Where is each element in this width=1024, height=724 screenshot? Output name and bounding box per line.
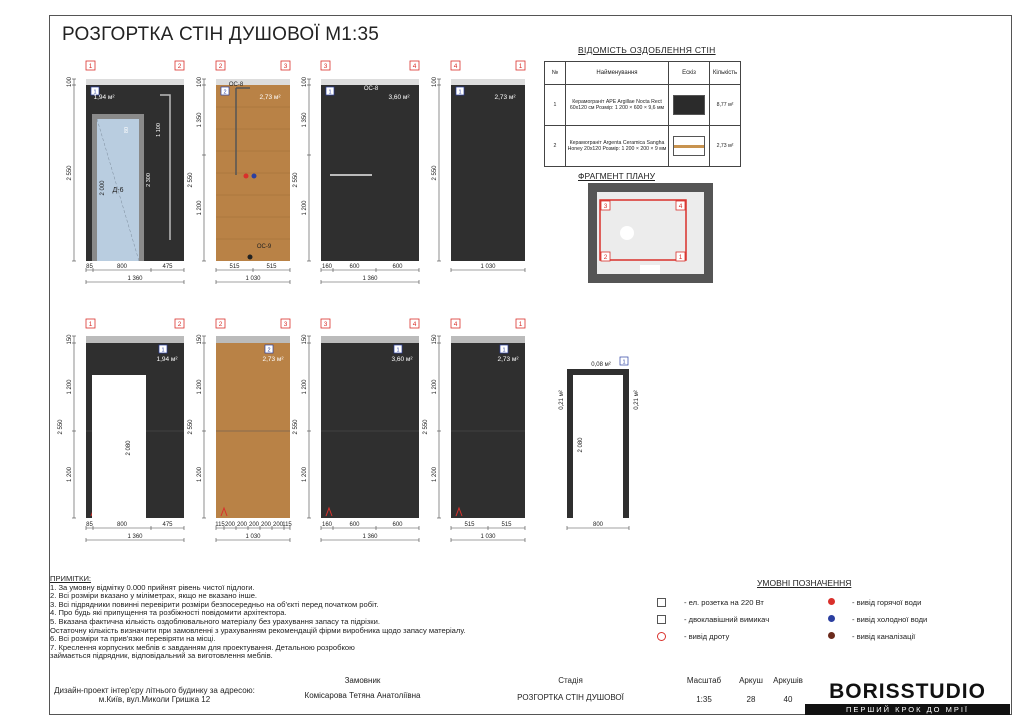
wall-marker-number: 2: [218, 63, 223, 70]
tile-tag-number: 1: [396, 347, 400, 354]
sheet-label: Аркуш: [739, 676, 763, 685]
dimension-label: 1 200: [432, 466, 438, 483]
dimension-label: 115: [215, 522, 225, 528]
ceiling-strip: [86, 336, 184, 343]
dimension-label: 150: [197, 334, 203, 345]
dimension-label: 800: [116, 522, 128, 528]
wall-surface: [216, 343, 290, 518]
wall-marker-number: 3: [283, 321, 288, 328]
finish-qty: 2,73 м²: [710, 126, 741, 167]
cold-water-outlet: [252, 174, 257, 179]
wall-marker-number: 4: [412, 321, 417, 328]
dimension-label: 1 200: [302, 466, 308, 483]
legend-sewer: - вивід каналізації: [852, 632, 916, 641]
wall-marker-number: 3: [283, 63, 288, 70]
ceiling-strip: [86, 79, 184, 85]
note-line: 6. Всі розміри та прив'язки перевіряти на місці.: [50, 634, 216, 644]
dimension-label: 2 550: [188, 172, 194, 188]
dimension-label: 800: [116, 264, 128, 270]
wall-marker-number: 4: [453, 321, 458, 328]
dimension-label: 200: [260, 522, 272, 528]
ceiling-strip: [451, 336, 525, 343]
scale-value: 1:35: [696, 695, 712, 704]
socket-icon: [657, 598, 666, 607]
dimension-label: 200: [272, 522, 284, 528]
dimension-label: 1 360: [127, 534, 143, 540]
note-line: 7. Креслення корпусних меблів є завданням для проектування. Детальною розробкою: [50, 642, 355, 652]
sheet-value: 28: [746, 695, 756, 704]
legend-switch: - двоклавішний вимикач: [684, 615, 770, 624]
dimension-label: 1 200: [197, 466, 203, 483]
dimension-label: 2 080: [126, 440, 132, 456]
dimension-label: 115: [282, 522, 292, 528]
finishes-table: [544, 61, 741, 167]
tile-tag-number: 1: [458, 89, 462, 96]
area-label: 0,21 м²: [634, 390, 640, 410]
wall-marker-number: 1: [88, 321, 93, 328]
plan-fragment-title: ФРАГМЕНТ ПЛАНУ: [578, 171, 655, 181]
dimension-label: 2 000: [100, 180, 106, 196]
wall-marker-number: 3: [323, 63, 328, 70]
customer-label: Замовник: [344, 676, 381, 685]
dimension-label: 1 030: [245, 276, 261, 282]
page-title: РОЗГОРТКА СТІН ДУШОВОЇ М1:35: [62, 24, 380, 45]
dimension-label: 200: [236, 522, 248, 528]
note-line: займається підрядник, відповідальний за виготовлення меблів.: [50, 651, 273, 661]
dimension-label: 475: [162, 522, 173, 528]
dimension-label: 515: [464, 522, 475, 528]
finish-sketch: [669, 126, 710, 167]
finish-name: Керамограніт Argenta Ceramica Sangha Honey 20x120 Розмір: 1 200 × 200 × 9 мм: [566, 126, 669, 167]
dimension-label: 1 200: [197, 379, 203, 395]
area-label: 1,94 м²: [93, 94, 115, 101]
tile-tag-number: 2: [267, 347, 271, 354]
note-line: Остаточну кількість визначити при замовленні з урахуванням рекомендацій фірми виробника щодо запасу матеріалу.: [50, 625, 466, 635]
stage-value: РОЗГОРТКА СТІН ДУШОВОЇ: [517, 693, 624, 702]
col-sketch: Ескіз: [669, 62, 710, 85]
stage-label: Стадія: [558, 676, 583, 685]
dimension-label: 100: [432, 76, 438, 88]
project-name: Дизайн-проект інтер'єру літнього будинку за адресою: м.Київ, вул.Миколи Гришка 12: [54, 686, 255, 704]
dimension-label: 100: [197, 76, 203, 88]
tile-tag-number: 1: [93, 89, 97, 96]
dimension-label: 1 360: [362, 534, 378, 540]
dimension-label: 1 350: [197, 112, 203, 128]
dimension-label: 150: [432, 334, 438, 345]
sewer-icon: [828, 632, 835, 639]
ceiling-strip: [451, 79, 525, 85]
notes: [50, 575, 585, 661]
area-label: 0,08 м²: [591, 362, 611, 368]
wall-surface: [321, 85, 419, 261]
legend-title: УМОВНІ ПОЗНАЧЕННЯ: [757, 578, 852, 588]
dimension-label: 85: [86, 522, 93, 528]
dimension-label: 100: [67, 76, 73, 88]
dimension-label: 1 360: [127, 276, 143, 282]
cold-water-icon: [828, 615, 835, 622]
finish-num: 2: [545, 126, 566, 167]
dimension-label: 475: [162, 264, 173, 270]
dimension-label: 2 300: [146, 173, 152, 187]
tile-swatch: [673, 95, 705, 115]
dimension-label: 600: [392, 264, 403, 270]
area-label: 2,73 м²: [259, 94, 281, 101]
wall-marker-number: 3: [323, 321, 328, 328]
dimension-label: 80: [124, 126, 130, 134]
wall-marker-number: 2: [218, 321, 223, 328]
wall-marker-number: 1: [518, 63, 523, 70]
wall-marker-number: 4: [678, 203, 683, 210]
niche-top: [567, 369, 629, 375]
dimension-label: 1 200: [302, 200, 308, 216]
tile-swatch: [673, 136, 705, 156]
dimension-label: 150: [302, 334, 308, 345]
dimension-label: 1 360: [362, 276, 378, 282]
wall-surface: [321, 343, 419, 518]
customer-name: Комісарова Тетяна Анатоліївна: [304, 691, 421, 700]
wall-marker-number: 3: [603, 203, 608, 210]
dimension-label: 1 200: [67, 379, 73, 395]
niche-right: [623, 369, 629, 518]
wall-surface: [451, 85, 525, 261]
wall-marker-number: 1: [88, 63, 93, 70]
ceiling-strip: [321, 336, 419, 343]
door-label: Д-6: [112, 187, 124, 194]
tile-tag-number: 1: [328, 89, 332, 96]
note-line: 5. Вказана фактична кількість оздоблювального матеріалу без урахування запасу та підрізки.: [50, 616, 380, 626]
dimension-label: 600: [392, 522, 403, 528]
ceiling-strip: [216, 79, 290, 85]
dimension-label: 1 350: [302, 112, 308, 128]
area-label: 3,60 м²: [391, 356, 413, 363]
dimension-label: 600: [349, 264, 360, 270]
fixture-label: OC-8: [363, 86, 379, 92]
legend-cold-water: - вивід холодної води: [852, 615, 928, 624]
dimension-label: 515: [501, 522, 512, 528]
ceiling-strip: [216, 336, 290, 343]
area-label: 0,21 м²: [559, 390, 565, 410]
scale-label: Масштаб: [686, 676, 722, 685]
sheets-label: Аркушів: [773, 676, 803, 685]
note-line: 4. Про будь які припущення та розбіжності повідомити архітектора.: [50, 608, 287, 618]
dimension-label: 1 030: [480, 264, 496, 270]
dimension-label: 2 550: [293, 172, 299, 188]
dimension-label: 150: [67, 334, 73, 345]
dimension-label: 515: [266, 264, 277, 270]
finishes-title: ВІДОМІСТЬ ОЗДОБЛЕННЯ СТІН: [578, 45, 716, 55]
wall-marker-number: 2: [603, 254, 608, 261]
note-line: 1. За умовну відмітку 0.000 прийнят рівень чистої підлоги.: [50, 582, 255, 592]
door-opening: [92, 375, 146, 518]
dimension-label: 1 200: [302, 379, 308, 395]
finish-qty: 8,77 м²: [710, 85, 741, 126]
col-name: Найменування: [566, 62, 669, 85]
col-num: №: [545, 62, 566, 85]
drain-outlet: [248, 255, 253, 260]
area-label: 3,60 м²: [388, 94, 410, 101]
logo-text: BORISSTUDIO: [829, 680, 986, 703]
dimension-label: 2 550: [293, 419, 299, 435]
dimension-label: 2 550: [67, 165, 73, 181]
studio-logo: [805, 680, 1010, 715]
dimension-label: 1 200: [197, 200, 203, 216]
note-line: 3. Всі підрядники повинні перевірити розміри безпосередньо на об'єкті перед початком робіт.: [50, 599, 379, 609]
legend-wire: - вивід дроту: [684, 632, 730, 641]
tile-tag-number: 1: [502, 347, 506, 354]
dimension-label: 2 550: [58, 419, 64, 435]
hot-water-outlet: [244, 174, 249, 179]
wall-marker-number: 1: [678, 254, 683, 261]
plan-drain: [620, 226, 634, 240]
fixture-label: OC-8: [228, 82, 244, 88]
dimension-label: 1 200: [432, 379, 438, 395]
dimension-label: 200: [248, 522, 260, 528]
dimension-label: 160: [321, 264, 333, 270]
dimension-label: 800: [592, 522, 604, 528]
area-label: 2,73 м²: [494, 94, 516, 101]
tile-tag-number: 1: [622, 359, 626, 366]
area-label: 1,94 м²: [156, 356, 178, 363]
plan-floor: [597, 192, 704, 274]
hot-water-icon: [828, 598, 835, 605]
double-switch-icon: [657, 615, 666, 624]
dimension-label: 85: [86, 264, 93, 270]
area-label: 2,73 м²: [497, 356, 519, 363]
finish-num: 1: [545, 85, 566, 126]
finish-row: [545, 85, 741, 126]
legend-hot-water: - вивід горячої води: [852, 598, 922, 607]
finish-sketch: [669, 85, 710, 126]
dimension-label: 1 030: [480, 534, 496, 540]
dimension-label: 2 550: [432, 165, 438, 181]
sheets-value: 40: [783, 695, 793, 704]
note-line: 2. Всі розміри вказано у міліметрах, якщо не вказано інше.: [50, 591, 258, 601]
notes-heading: ПРИМІТКИ:: [50, 574, 92, 583]
wall-marker-number: 2: [177, 321, 182, 328]
wall-marker-number: 2: [177, 63, 182, 70]
dimension-label: 1 200: [67, 466, 73, 483]
wall-marker-number: 4: [412, 63, 417, 70]
dimension-label: 160: [321, 522, 333, 528]
niche-left: [567, 369, 573, 518]
tile-tag-number: 2: [223, 89, 227, 96]
area-label: 2,73 м²: [262, 356, 284, 363]
dimension-label: 100: [302, 76, 308, 88]
col-qty: Кількість: [710, 62, 741, 85]
wall-surface: [451, 343, 525, 518]
dimension-label: 200: [224, 522, 236, 528]
fixture-label: OC-9: [256, 244, 272, 250]
wire-outlet-icon: [657, 632, 666, 641]
dimension-label: 515: [229, 264, 240, 270]
finish-name: Керамограніт APE Argillae Nocta Rect 60x120 см Розмір: 1 200 × 600 × 9,6 мм: [566, 85, 669, 126]
tile-tag-number: 1: [161, 347, 165, 354]
dimension-label: 2 080: [578, 437, 584, 453]
plan-door: [640, 265, 660, 274]
logo-slogan: ПЕРШИЙ КРОК ДО МРІЇ: [805, 704, 1010, 715]
dimension-label: 2 550: [188, 419, 194, 435]
dimension-label: 1 100: [156, 123, 162, 137]
wall-marker-number: 4: [453, 63, 458, 70]
dimension-label: 1 030: [245, 534, 261, 540]
finish-row: [545, 126, 741, 167]
ceiling-strip: [321, 79, 419, 85]
legend-socket: - ел. розетка на 220 Вт: [684, 598, 764, 607]
dimension-label: 600: [349, 522, 360, 528]
dimension-label: 2 550: [423, 419, 429, 435]
wall-marker-number: 1: [518, 321, 523, 328]
